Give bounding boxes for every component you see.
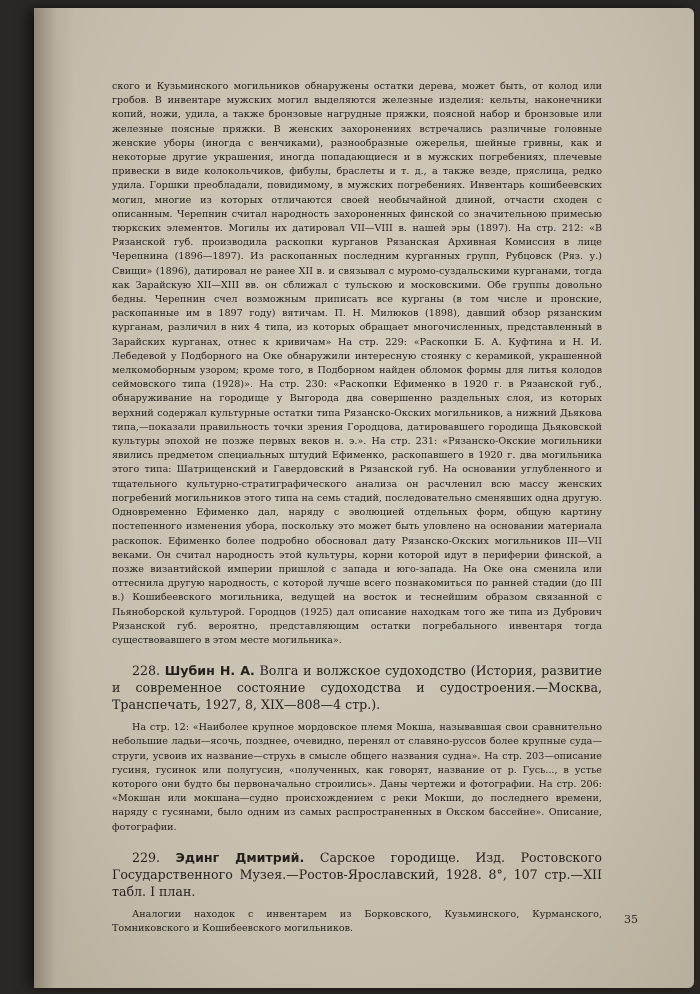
entry-title: Сарское городище. Изд. Ростовского Государственного Музея.—Ростов-Ярославский, 1928. 8°, 107 стр.—XII табл. I план. xyxy=(112,849,603,899)
continued-annotation-paragraph: ского и Кузьминского могильников обнаружены остатки дерева, может быть, от колод или гробов. В инвентаре мужских могил выделяются железные изделия: кельты, наконечники копий, ножи, удила, а также бронзовые нагрудные пряжки, поясной набор и бронзовые или железные поясные пряжки. В женских захоронениях встречались различные головные женские уборы (иногда с венчиками), разнообразные ожерелья, шейные гривны, как и некоторые другие украшения, иногда попадающиеся и в мужских погребениях, плечевые привески в виде колокольчиков, фибулы, браслеты и т. д., а также везде, пряслица, редко удила. Горшки преобладали, повидимому, в мужских погребениях. Инвентарь кошибеевских могил, многие из которых отличаются своей необычайной длиной, отчасти сходен с описанным. Черепнин считал народность захороненных финской со значительною примесью тюркских элементов. Могилы их датировал VII—VIII в. нашей эры (1897). На стр. 212: «В Рязанской губ. производила раскопки курганов Рязанская Архивная Комиссия в лице Черепнина (1896—1897). Из раскопанных последним курганных групп, Рубцовск (Ряз. у.) Свищи» (1896), датировал не ранее XII в. и связывал с муромо-суздальскими курганами, тогда как Зарайскую XII—XIII вв. он сближал с тульскою и московскими. Обе группы довольно бедны. Черепнин счел возможным приписать все курганы (в том числе и пронские, раскопанные им в 1897 году) вятичам. П. Н. Милюков (1898), давший обзор рязанским курганам, различил в них 4 типа, из которых обращает многочисленных, представленный в Зарайских курганах, отнес к кривичам» На стр. 229: «Раскопки Б. А. Куфтина и Н. И. Лебедевой у Подборного на Оке обнаружили интересную стоянку с керамикой, украшенной мелкомоборным узором; кроме того, в Подборном найден обломок формы для литья колодов сеймовского типа (1928)». На стр. 230: «Раскопки Ефименко в 1920 г. в Рязанской губ., обнаруживание на городище у Выгорода два совершенно раздельных слоя, из которых верхний содержал культурные остатки типа Рязанско-Окских могильников, а нижний Дьякова типа,—показали правильность точки зрения Городцова, датировавшего городища Дьяковской культуры эпохой не позже первых веков н. э.». На стр. 231: «Рязанско-Окские могильники явились предметом специальных штудий Ефименко, раскопавшего в 1920 г. два могильника этого типа: Шатрищенский и Гавердовский в Рязанской губ. На основании углубленного и тщательного культурно-стратиграфического анализа он расчленил всю массу женских погребений могильников этого типа на семь стадий, последовательно сменявших одна другую. Одновременно Ефименко дал, наряду с эволюцией отдельных форм, общую картину постепенного изменения убора, поскольку это может быть уловлено на основании материала раскопок. Ефименко более подробно обосновал дату Рязанско-Окских могильников III—VII веками. Он считал народность этой культуры, корни которой идут в периферии финской, а позже византийской империи пришлой с запада и юго-запада. На Оке она сменила или оттеснила другую народность, с которой лучше всего познакомиться по ранней стадии (до III в.) Кошибеевского могильника, ведущей на восток и теснейшим образом связанной с Пьяноборской культурой. Городцов (1925) дал описание находкам того же типа из Дубрович Рязанской губ. вероятно, представляющим остатки погребального инвентаря тогда существовавшего в этом месте могильника». xyxy=(112,81,602,646)
entry-number: 229. xyxy=(132,849,161,865)
entry-title: Волга и волжское судоходство (История, развитие и современное состояние судоходства и судостроения.—Москва, Транспечать, 1927, 8, XIX—808—4 стр.). xyxy=(112,663,602,713)
entry-229-annotation: Аналогии находок с инвентарем из Борковского, Кузьминского, Курманского, Томниковского и Кошибеевского могильников. xyxy=(112,908,602,934)
entry-number: 228. xyxy=(132,663,161,679)
book-page xyxy=(34,8,694,988)
entry-author: Эдинг Дмитрий. xyxy=(175,849,305,865)
entry-228-annotation: На стр. 12: «Наиболее крупное мордовское племя Мокша, называвшая свои сравнительно небольшие ладьи—ясочь, позднее, очевидно, перенял от славяно-руссов более крупные суда—струги, усвоив их название—струхь в смысле общего названия судна». На стр. 203—описание гусиня, гусинок или полугусин, «полученных, как говорят, название от р. Гусь..., в устье которого они будто бы первоначально строились». Даны чертежи и фотографии. На стр. 206: «Мокшан или мокшана—судно происхождением с реки Мокши, до последнего времени, наряду с гусянами, было одним из самых распространенных в Окском бассейне». Описание, фотографии. xyxy=(112,722,602,833)
entry-author: Шубин Н. А. xyxy=(164,663,255,679)
bibliography-entry-228 xyxy=(112,662,602,713)
page-gutter-shadow xyxy=(34,8,74,988)
page-number: 35 xyxy=(624,913,638,926)
page-content xyxy=(112,80,602,936)
bibliography-entry-229 xyxy=(112,849,602,900)
